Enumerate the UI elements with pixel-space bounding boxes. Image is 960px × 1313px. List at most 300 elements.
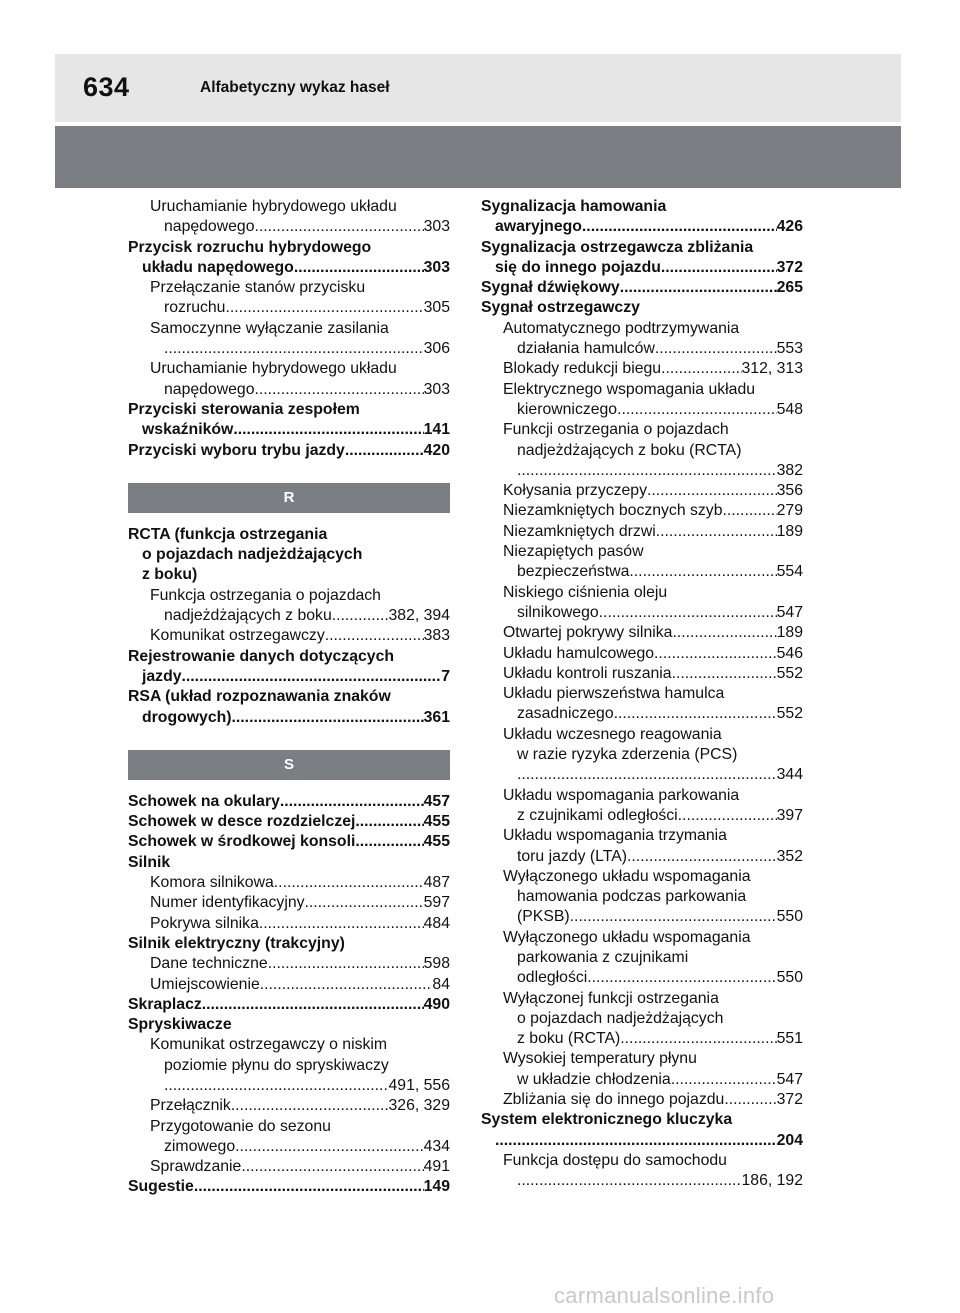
dot-leader <box>260 975 433 995</box>
page-reference: 306 <box>423 340 450 358</box>
entry-term: silnikowego <box>517 603 599 621</box>
section-letter: S <box>283 755 294 773</box>
page-reference: 552 <box>776 705 803 723</box>
entry-term: Wyłączonego układu wspomagania <box>503 928 751 946</box>
entry-term: Umiejscowienie <box>150 975 260 993</box>
page-reference: 141 <box>423 421 450 439</box>
index-entry <box>128 954 450 974</box>
page-reference: 426 <box>776 218 803 236</box>
index-entry-line <box>128 853 450 873</box>
index-column-left <box>128 197 450 1198</box>
index-entry-line <box>128 687 450 707</box>
page-reference: 552 <box>776 664 803 682</box>
entry-term: układu napędowego <box>142 258 294 276</box>
index-entry-line <box>128 708 450 728</box>
index-entry <box>481 1049 803 1090</box>
index-entry-line <box>503 339 803 359</box>
section-letter: R <box>283 488 295 506</box>
dot-leader <box>661 258 777 278</box>
index-entry-line <box>150 319 450 339</box>
page-reference: 550 <box>776 908 803 926</box>
index-entry <box>481 623 803 643</box>
entry-term: poziomie płynu do spryskiwaczy <box>164 1056 389 1074</box>
entry-term: o pojazdach nadjeżdżających <box>142 546 363 564</box>
index-entry <box>481 664 803 684</box>
entry-term: Automatycznego podtrzymywania <box>503 319 740 337</box>
entry-term: Sygnalizacja ostrzegawcza zbliżania <box>481 238 754 256</box>
page-reference: 303 <box>423 380 450 398</box>
index-entry <box>128 995 450 1015</box>
entry-term: Rejestrowanie danych dotyczących <box>128 647 395 665</box>
dot-leader <box>723 501 777 521</box>
section-spacer <box>128 728 450 750</box>
dot-leader <box>202 995 424 1015</box>
watermark: carmanualsonline.info <box>554 1283 775 1308</box>
page-reference: 598 <box>423 955 450 973</box>
index-entry-line <box>481 217 803 237</box>
dot-leader <box>268 954 424 974</box>
page-reference: 189 <box>776 624 803 642</box>
dot-leader <box>655 339 777 359</box>
entry-term: awaryjnego <box>495 218 582 236</box>
dot-leader <box>724 1090 776 1110</box>
index-entry-line <box>503 664 803 684</box>
dot-leader <box>671 1070 777 1090</box>
index-entry <box>481 1110 803 1151</box>
index-entry <box>481 542 803 583</box>
entry-term: Przełączanie stanów przycisku <box>150 279 366 297</box>
index-entry-line <box>128 238 450 258</box>
dot-leader <box>620 278 777 298</box>
index-entry <box>128 1035 450 1096</box>
page-reference: 546 <box>776 644 803 662</box>
dot-leader <box>672 664 777 684</box>
index-entry-line <box>128 258 450 278</box>
index-entry-line <box>503 684 803 704</box>
entry-term: (PKSB) <box>517 908 570 926</box>
index-entry <box>128 441 450 461</box>
section-spacer <box>128 513 450 525</box>
dot-leader <box>661 359 741 379</box>
index-entry-line <box>150 873 450 893</box>
page-reference: 434 <box>423 1137 450 1155</box>
index-entry-line <box>503 644 803 664</box>
dot-leader <box>599 603 777 623</box>
page-reference: 457 <box>423 792 450 810</box>
dot-leader <box>495 1131 777 1151</box>
index-entry <box>128 1015 450 1035</box>
page-reference: 265 <box>776 279 803 297</box>
page-reference: 84 <box>432 975 450 993</box>
index-entry-line <box>128 400 450 420</box>
index-entry-line <box>481 278 803 298</box>
index-entry <box>481 826 803 867</box>
index-entry-line <box>150 359 450 379</box>
page-reference: 361 <box>423 708 450 726</box>
entry-term: Zbliżania się do innego pojazdu <box>503 1091 725 1109</box>
entry-term: Otwartej pokrywy silnika <box>503 624 673 642</box>
dot-leader <box>627 847 777 867</box>
entry-term: Elektrycznego wspomagania układu <box>503 380 756 398</box>
index-entry <box>128 934 450 954</box>
index-entry-line <box>503 623 803 643</box>
index-entry <box>481 380 803 421</box>
entry-term: Uruchamianie hybrydowego układu <box>150 360 397 378</box>
index-entry <box>128 853 450 873</box>
index-entry <box>128 626 450 646</box>
index-entry-line <box>503 887 803 907</box>
index-entry-line <box>150 1056 450 1076</box>
page-reference: 550 <box>776 969 803 987</box>
entry-term: Spryskiwacze <box>128 1016 232 1034</box>
dot-leader <box>629 562 776 582</box>
index-entry-line <box>503 1070 803 1090</box>
index-entry-line <box>481 298 803 318</box>
entry-term: Uruchamianie hybrydowego układu <box>150 198 397 215</box>
index-entry-line <box>128 420 450 440</box>
index-entry <box>481 989 803 1050</box>
index-entry-line <box>150 954 450 974</box>
dot-leader <box>294 258 424 278</box>
dot-leader <box>194 1177 424 1197</box>
index-entry-line <box>481 1131 803 1151</box>
index-entry-line <box>503 1029 803 1049</box>
dot-leader <box>235 1137 424 1157</box>
page-reference: 305 <box>423 299 450 317</box>
dot-leader <box>517 461 777 481</box>
entry-term: z boku (RCTA) <box>517 1030 621 1048</box>
index-entry-line <box>150 914 450 934</box>
dot-leader <box>182 667 442 687</box>
index-entry <box>128 914 450 934</box>
index-entry-line <box>128 647 450 667</box>
index-entry-line <box>150 1035 450 1055</box>
index-entry-line <box>481 238 803 258</box>
dot-leader <box>517 1171 742 1191</box>
index-entry-line <box>503 745 803 765</box>
index-entry-line <box>503 380 803 400</box>
entry-term: Sugestie <box>128 1178 194 1196</box>
entry-term: drogowych) <box>142 708 232 726</box>
entry-term: Sprawdzanie <box>150 1158 242 1176</box>
page-reference: 372 <box>776 1091 803 1109</box>
index-entry-line <box>503 522 803 542</box>
index-entry-line <box>503 867 803 887</box>
dot-leader <box>232 708 424 728</box>
index-entry-line <box>481 197 803 217</box>
entry-term: parkowania z czujnikami <box>517 948 689 966</box>
index-entry <box>481 278 803 298</box>
entry-term: hamowania podczas parkowania <box>517 888 747 906</box>
page-reference: 383 <box>423 627 450 645</box>
entry-term: Silnik <box>128 853 171 871</box>
page-reference: 455 <box>423 813 450 831</box>
index-entry <box>128 873 450 893</box>
page-reference: 303 <box>423 218 450 236</box>
entry-term: się do innego pojazdu <box>495 258 661 276</box>
index-entry <box>481 725 803 786</box>
index-entry <box>481 684 803 725</box>
index-entry <box>128 975 450 995</box>
page-reference: 484 <box>423 914 450 932</box>
entry-term: Dane techniczne <box>150 955 268 973</box>
entry-term: RCTA (funkcja ostrzegania <box>128 525 328 543</box>
index-entry-line <box>503 806 803 826</box>
index-entry-line <box>503 928 803 948</box>
entry-term: Sygnał dźwiękowy <box>481 279 620 297</box>
index-entry <box>481 359 803 379</box>
index-entry <box>481 1151 803 1192</box>
entry-term: Blokady redukcji biegu <box>503 360 662 378</box>
dot-leader <box>254 217 423 237</box>
entry-term: zimowego <box>164 1137 236 1155</box>
page-reference: 397 <box>776 806 803 824</box>
page-reference: 189 <box>776 522 803 540</box>
index-entry <box>481 238 803 279</box>
section-header <box>128 483 450 513</box>
index-entry-line <box>150 380 450 400</box>
index-entry-line <box>503 359 803 379</box>
entry-term: napędowego <box>164 218 255 236</box>
entry-term: z czujnikami odległości <box>517 806 678 824</box>
index-entry <box>481 522 803 542</box>
page-reference: 548 <box>776 400 803 418</box>
index-entry-line <box>503 704 803 724</box>
entry-term: nadjeżdżających z boku (RCTA) <box>517 441 742 459</box>
page-reference: 547 <box>776 603 803 621</box>
entry-term: RSA (układ rozpoznawania znaków <box>128 688 391 706</box>
entry-term: nadjeżdżających z boku <box>164 607 332 625</box>
entry-term: w razie ryzyka zderzenia (PCS) <box>517 746 738 764</box>
index-entry-line <box>503 1049 803 1069</box>
index-entry-line <box>128 934 450 954</box>
entry-term: Niezapiętych pasów <box>503 543 644 561</box>
dot-leader <box>614 704 777 724</box>
index-entry-line <box>503 968 803 988</box>
entry-term: Układu kontroli ruszania <box>503 664 672 682</box>
index-entry-line <box>128 525 450 545</box>
index-entry-line <box>128 812 450 832</box>
page-reference: 491 <box>423 1158 450 1176</box>
entry-term: wskaźników <box>142 421 234 439</box>
page-reference: 553 <box>776 340 803 358</box>
entry-term: Niezamkniętych drzwi <box>503 522 656 540</box>
dot-leader <box>582 217 777 237</box>
index-entry <box>128 812 450 832</box>
index-entry-line <box>503 847 803 867</box>
entry-term: Układu hamulcowego <box>503 644 655 662</box>
index-entry-line <box>150 1076 450 1096</box>
index-entry <box>128 1157 450 1177</box>
index-entry-line <box>128 792 450 812</box>
dot-leader <box>274 873 424 893</box>
index-entry <box>481 786 803 827</box>
section-header <box>128 750 450 780</box>
entry-term: Wyłączonego układu wspomagania <box>503 867 751 885</box>
index-entry <box>128 647 450 688</box>
index-entry-line <box>150 586 450 606</box>
index-entry <box>481 319 803 360</box>
index-entry-line <box>128 545 450 565</box>
index-entry <box>481 501 803 521</box>
index-column-right <box>481 197 803 1192</box>
entry-term: Funkcji ostrzegania o pojazdach <box>503 421 729 439</box>
entry-term: Układu pierwszeństwa hamulca <box>503 685 725 703</box>
page-reference: 303 <box>423 258 450 276</box>
entry-term: Układu wspomagania parkowania <box>503 786 740 804</box>
index-entry-line <box>128 1015 450 1035</box>
entry-term: Samoczynne wyłączanie zasilania <box>150 319 389 337</box>
entry-term: jazdy <box>142 667 182 685</box>
dot-leader <box>620 1029 776 1049</box>
dot-leader <box>259 914 424 934</box>
entry-term: Niskiego ciśnienia oleju <box>503 583 668 601</box>
dot-leader <box>654 644 777 664</box>
entry-term: Wyłączonej funkcji ostrzegania <box>503 989 719 1007</box>
index-entry-line <box>128 565 450 585</box>
index-entry-line <box>503 583 803 603</box>
entry-term: Niezamkniętych bocznych szyb <box>503 502 723 520</box>
entry-term: Układu wspomagania trzymania <box>503 827 727 845</box>
page-reference: 420 <box>423 441 450 459</box>
index-entry-line <box>503 1171 803 1191</box>
entry-term: Sygnalizacja hamowania <box>481 198 667 215</box>
dot-leader <box>254 380 423 400</box>
entry-term: Komora silnikowa <box>150 874 274 892</box>
index-entry-line <box>150 339 450 359</box>
dot-leader <box>587 968 776 988</box>
index-entry-line <box>503 319 803 339</box>
dot-leader <box>517 765 777 785</box>
index-entry-line <box>503 1009 803 1029</box>
entry-term: Funkcja dostępu do samochodu <box>503 1151 727 1169</box>
index-entry-line <box>503 765 803 785</box>
index-entry-line <box>150 893 450 913</box>
entry-term: Przygotowanie do sezonu <box>150 1117 331 1135</box>
index-entry-line <box>503 826 803 846</box>
page-number: 634 <box>83 72 130 102</box>
index-entry-line <box>503 1090 803 1110</box>
index-entry <box>128 1096 450 1116</box>
dot-leader <box>617 400 777 420</box>
index-entry-line <box>150 1137 450 1157</box>
index-entry <box>481 481 803 501</box>
index-entry-line <box>481 258 803 278</box>
index-entry-line <box>150 626 450 646</box>
dot-leader <box>570 907 777 927</box>
entry-term: Przyciski sterowania zespołem <box>128 400 360 418</box>
index-entry-line <box>503 400 803 420</box>
page-reference: 7 <box>441 667 450 685</box>
index-entry <box>128 359 450 400</box>
entry-term: Funkcja ostrzegania o pojazdach <box>150 586 381 604</box>
index-entry <box>128 525 450 586</box>
entry-term: System elektronicznego kluczyka <box>481 1111 733 1129</box>
page-reference: 554 <box>776 563 803 581</box>
page-reference: 597 <box>423 894 450 912</box>
index-entry-line <box>503 989 803 1009</box>
index-entry <box>128 586 450 627</box>
page-reference: 382 <box>776 461 803 479</box>
page-reference: 344 <box>776 766 803 784</box>
index-entry <box>481 1090 803 1110</box>
index-entry <box>128 278 450 319</box>
page-reference: 372 <box>776 258 803 276</box>
header-bar <box>55 54 901 122</box>
entry-term: rozruchu <box>164 299 226 317</box>
page-reference: 352 <box>776 847 803 865</box>
index-entry-line <box>503 725 803 745</box>
index-entry-line <box>503 441 803 461</box>
index-entry <box>128 319 450 360</box>
index-entry-line <box>128 667 450 687</box>
entry-term: Przełącznik <box>150 1097 231 1115</box>
index-entry-line <box>503 542 803 562</box>
page-reference: 490 <box>423 995 450 1013</box>
dot-leader <box>355 832 423 852</box>
entry-term: Pokrywa silnika <box>150 914 259 932</box>
dot-leader <box>672 623 776 643</box>
entry-term: odległości <box>517 969 588 987</box>
page-reference: 326, 329 <box>388 1097 450 1115</box>
entry-term: bezpieczeństwa <box>517 563 630 581</box>
index-entry-line <box>150 1117 450 1137</box>
page-reference: 279 <box>776 502 803 520</box>
dot-leader <box>355 812 423 832</box>
page-reference: 547 <box>776 1070 803 1088</box>
page-reference: 149 <box>423 1178 450 1196</box>
dot-leader <box>231 1096 389 1116</box>
index-entry <box>128 1117 450 1158</box>
index-entry <box>481 420 803 481</box>
index-entry-line <box>503 907 803 927</box>
index-entry-line <box>150 278 450 298</box>
index-entry <box>481 197 803 238</box>
section-spacer <box>128 461 450 483</box>
entry-term: Wysokiej temperatury płynu <box>503 1050 697 1068</box>
entry-term: zasadniczego <box>517 705 614 723</box>
entry-term: Numer identyfikacyjny <box>150 894 305 912</box>
index-entry <box>128 792 450 812</box>
entry-term: Schowek w środkowej konsoli <box>128 833 356 851</box>
index-entry <box>481 928 803 989</box>
index-entry <box>128 1177 450 1197</box>
index-entry-line <box>150 217 450 237</box>
header-band <box>55 126 901 188</box>
entry-term: Schowek na okulary <box>128 792 280 810</box>
index-entry <box>481 867 803 928</box>
dot-leader <box>332 606 389 626</box>
index-entry-line <box>503 603 803 623</box>
dot-leader <box>164 1076 389 1096</box>
entry-term: Przyciski wyboru trybu jazdy <box>128 441 345 459</box>
index-entry-line <box>503 461 803 481</box>
index-entry-line <box>128 832 450 852</box>
index-entry-line <box>150 1096 450 1116</box>
index-entry-line <box>150 298 450 318</box>
page-reference: 356 <box>776 482 803 500</box>
dot-leader <box>656 522 777 542</box>
index-entry-line <box>128 1177 450 1197</box>
entry-term: Skraplacz <box>128 995 202 1013</box>
section-spacer <box>128 780 450 792</box>
entry-term: z boku) <box>142 566 198 584</box>
index-entry-line <box>150 975 450 995</box>
dot-leader <box>678 806 777 826</box>
page-reference: 312, 313 <box>741 360 803 378</box>
entry-term: toru jazdy (LTA) <box>517 847 628 865</box>
page-reference: 487 <box>423 874 450 892</box>
